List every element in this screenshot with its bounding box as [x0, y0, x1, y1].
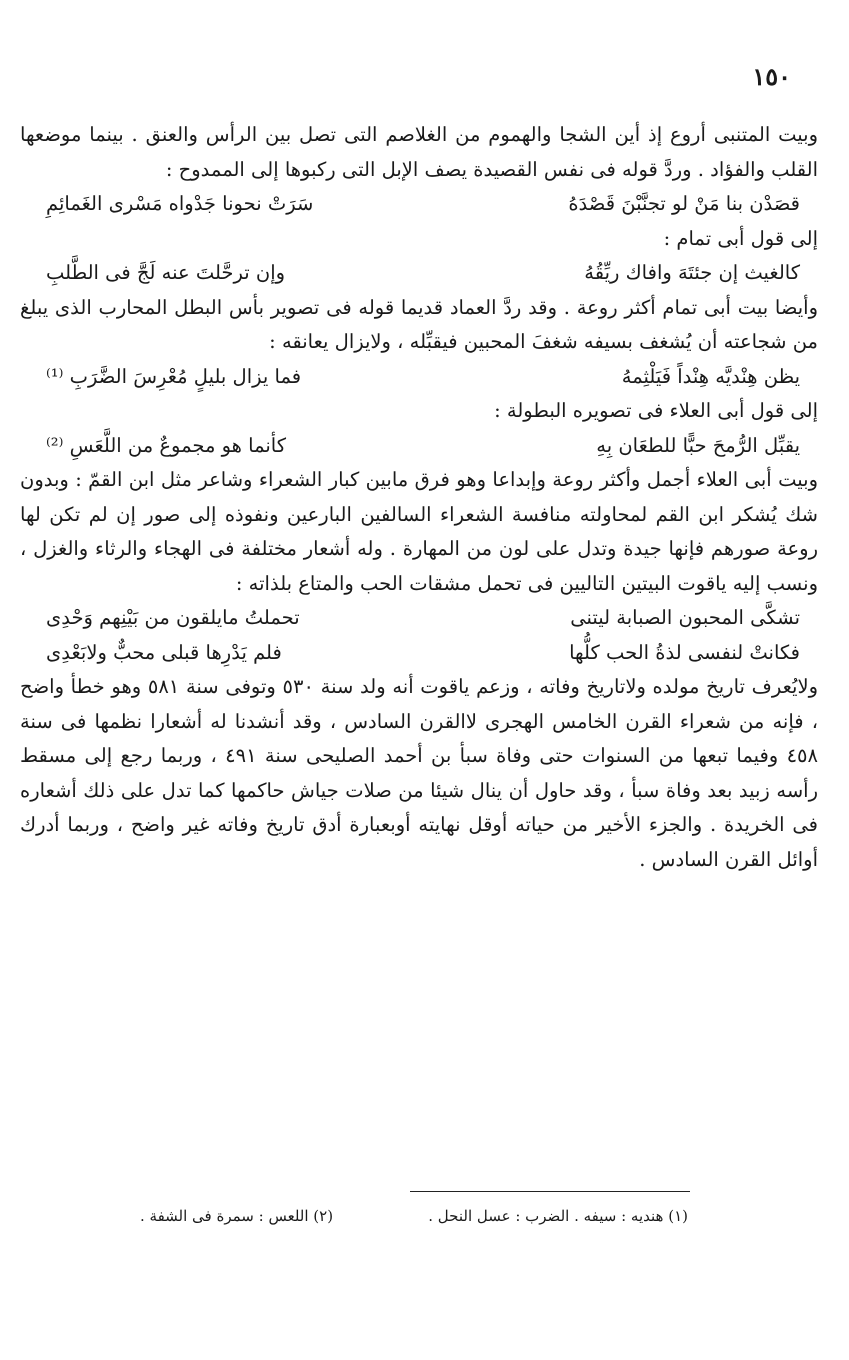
footnote-1: (١) هنديه : سيفه . الضرب : عسل النحل . — [428, 1207, 688, 1225]
verse-first-hemistich: كالغيث إن جئتَهَ وافاك ريِّقُهُ — [584, 261, 800, 284]
body-text — [20, 118, 818, 877]
verse-first-hemistich: يقبِّل الرُّمحَ حبًّا للطعَان بِهِ — [596, 433, 800, 457]
paragraph: إلى قول أبى تمام : — [663, 226, 818, 250]
poem-verse — [20, 429, 818, 464]
footnotes — [140, 1207, 688, 1225]
footnote-divider — [410, 1191, 690, 1192]
verse-first-hemistich: يظن هِنْديَّه هِنْداً فَيَلْثِمهُ — [621, 364, 800, 388]
paragraph: ولايُعرف تاريخ مولده ولاتاريخ وفاته ، وزعم ياقوت أنه ولد سنة ٥٣٠ وتوفى سنة ٥٨١ وهو خطأ واضح ، فإنه من شعراء القرن الخامس الهجرى لاالقرن السادس ، وقد أنشدنا له أشعارا نظمها فى سنة ٤٥٨ وفيما تبعها من السنوات حتى وفاة سبأ بن أحمد الصليحى سنة ٤٩١ ، وربما رجع إلى مسقط رأسه زبيد بعد وفاة سبأ ، وقد حاول أن ينال شيئا من صلات جياش حاكمها كما تدل على ذلك أشعاره فى الخريدة . والجزء الأخير من حياته أوقل نهايته أوبعبارة أدق تاريخ وفاته غير واضح ، وربما أدرك أوائل القرن السادس . — [20, 675, 819, 871]
verse-first-hemistich: تشكَّى المحبون الصبابة ليتنى — [570, 606, 800, 629]
paragraph: وبيت أبى العلاء أجمل وأكثر روعة وإبداعا وهو فرق مابين كبار الشعراء وشاعر مثل ابن القمّ : وبدون شك يُشكر ابن القم لمحاولته منافسة الشعراء السالفين البارعين ونفوذه إلى صور إن لم تكن لها روعة صورهم فإنها جيدة وتدل على لون من المهارة . وله أشعار مختلفة فى الهجاء والرثاء والغزل ، ونسب إليه ياقوت البيتين التاليين فى تحمل مشقات الحب والمتاع بلذاته : — [20, 468, 818, 595]
footnote-2: (٢) اللعس : سمرة فى الشفة . — [140, 1207, 334, 1225]
verse-first-hemistich: قصَدْن بنا مَنْ لو تجنَّبْنَ قَصْدَهُ — [568, 192, 800, 215]
verse-second-hemistich: كأنما هو مجموعٌ من اللَّعَسِ ⁽²⁾ — [46, 433, 287, 457]
poem-verse — [20, 360, 818, 395]
verse-second-hemistich: فلم يَدْرِها قبلى محبٌّ ولابَعْدِى — [46, 640, 282, 664]
verse-first-hemistich: فكانتْ لنفسى لذةُ الحب كلُّها — [569, 640, 800, 664]
verse-second-hemistich: وإن ترحَّلتَ عنه لَجَّ فى الطَّلبِ — [46, 261, 286, 284]
paragraph: وبيت المتنبى أروع إذ أين الشجا والهموم من الغلاصم التى تصل بين الرأس والعنق . بينما موضعها القلب والفؤاد . وردَّ قوله فى نفس القصيدة يصف الإبل التى ركبوها إلى الممدوح : — [20, 123, 818, 181]
poem-verse — [20, 636, 818, 671]
poem-verse — [20, 187, 818, 222]
verse-second-hemistich: سَرَتْ نحونا جَدْواه مَسْرى الغَمائِمِ — [46, 192, 314, 215]
poem-verse — [20, 601, 818, 636]
paragraph: وأيضا بيت أبى تمام أكثر روعة . وقد ردَّ العماد قديما قوله فى تصوير بأس البطل المحارب الذى يبلغ من شجاعته أن يُشغف بسيفه شغفَ المحبين فيقبِّله ، ولايزال يعانقه : — [20, 295, 818, 353]
poem-verse — [20, 256, 818, 291]
page-number: ١٥٠ — [752, 62, 791, 91]
verse-second-hemistich: تحملتُ مايلقون من بَيْنِهم وَحْدِى — [46, 606, 300, 629]
paragraph: إلى قول أبى العلاء فى تصويره البطولة : — [494, 399, 818, 422]
verse-second-hemistich: فما يزال بليلٍ مُعْرِسَ الضَّرَبِ ⁽¹⁾ — [46, 364, 302, 388]
